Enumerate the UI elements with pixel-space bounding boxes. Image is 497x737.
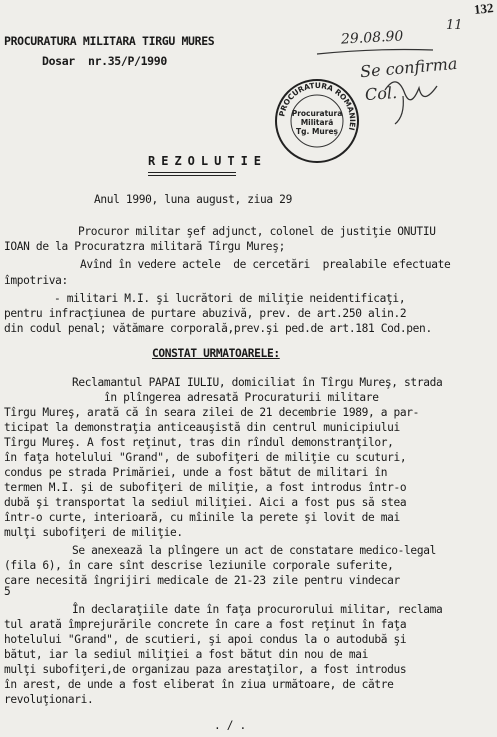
body-line: ticipat la demonstraţia anticeauşistă din centrul municipiului	[4, 421, 400, 434]
body-line: În declaraţiile date în faţa procurorului militar, reclama	[72, 603, 443, 616]
stamp-line-1: Procuratura	[291, 109, 343, 118]
body-line: în plîngerea adresată Procuraturii militare	[104, 391, 379, 404]
body-line: termen M.I. şi de subofiţeri de miliţie, a fost introdus într-o	[4, 481, 407, 494]
body-line: hotelului "Grand", de scutieri, şi apoi condus la o autodubă şi	[4, 633, 407, 646]
body-line: care necesită îngrijiri medicale de 21-23 zile pentru vindecar	[4, 574, 400, 587]
body-line: tul arată împrejurările concrete în care a fost reţinut în faţa	[4, 618, 407, 631]
body-line: într-o curte, interioară, cu mîinile la perete şi lovit de mai	[4, 511, 400, 524]
section-heading: CONSTAT URMATOARELE:	[152, 347, 280, 360]
body-line: mulţi subofiţeri de miliţie.	[4, 526, 183, 539]
body-line: IOAN de la Procuratzra militară Tîrgu Mureş;	[4, 240, 285, 253]
page-number: 132	[472, 0, 494, 17]
body-line: (fila 6), în care sînt descrise leziunile corporale suferite,	[4, 559, 394, 572]
body-line: Avînd în vedere actele de cercetări prealabile efectuate	[80, 258, 451, 271]
case-number: Dosar nr.35/P/1990	[42, 54, 167, 68]
institution-name: PROCURATURA MILITARA TIRGU MURES	[4, 34, 215, 48]
body-line: condus pe strada Primăriei, unde a fost bătut de militari în	[4, 466, 388, 479]
body-line: Procuror militar şef adjunct, colonel de justiţie ONUTIU	[78, 225, 436, 238]
title-underline	[148, 172, 236, 176]
handwritten-mark: 11	[446, 18, 463, 33]
date-line: Anul 1990, luna august, ziua 29	[94, 193, 292, 206]
body-line: 5	[4, 585, 11, 598]
stamp-ring-text: PROCURATURA ROMANIEI	[277, 80, 358, 132]
body-line: Se anexează la plîngere un act de constatare medico-legal	[72, 544, 436, 557]
handwritten-date: 29.08.90	[340, 28, 404, 48]
body-line: - militari M.I. şi lucrători de miliţie neidentificaţi,	[54, 292, 406, 305]
body-line: împotriva:	[4, 274, 68, 287]
handwritten-signature: Col.	[364, 82, 398, 105]
body-line: Tîrgu Mureş, arată că în seara zilei de 21 decembrie 1989, a par-	[4, 406, 420, 419]
handwritten-note: Se confirma	[359, 53, 459, 82]
body-line: revoluţionari.	[4, 693, 94, 706]
body-line: din codul penal; vătămare corporală,prev.şi ped.de art.181 Cod.pen.	[4, 322, 432, 335]
body-line: în faţa hotelului "Grand", de subofiţeri de miliţie cu scuturi,	[4, 451, 407, 464]
body-line: dubă şi transportat la sediul miliţiei. Aici a fost pus să stea	[4, 496, 407, 509]
official-stamp	[274, 78, 360, 164]
body-line: pentru infracţiunea de purtare abuzivă, prev. de art.250 alin.2	[4, 307, 407, 320]
document-title: REZOLUTIE	[148, 154, 268, 168]
body-line: în arest, de unde a fost eliberat în ziua următoare, de către	[4, 678, 394, 691]
stamp-line-3: Tg. Mureş	[296, 127, 338, 136]
body-line: bătut, iar la sediul miliţiei a fost bătut din nou de mai	[4, 648, 368, 661]
stamp-line-2: Militară	[300, 118, 334, 127]
body-line: Tîrgu Mureş. A fost reţinut, tras din rîndul demonstranţilor,	[4, 436, 394, 449]
body-line: Reclamantul PAPAI IULIU, domiciliat în Tîrgu Mureş, strada	[72, 376, 443, 389]
page-continuation-mark: . / .	[214, 719, 246, 732]
body-line: mulţi subofiţeri,de organizau paza arestaţilor, a fost introdus	[4, 663, 407, 676]
